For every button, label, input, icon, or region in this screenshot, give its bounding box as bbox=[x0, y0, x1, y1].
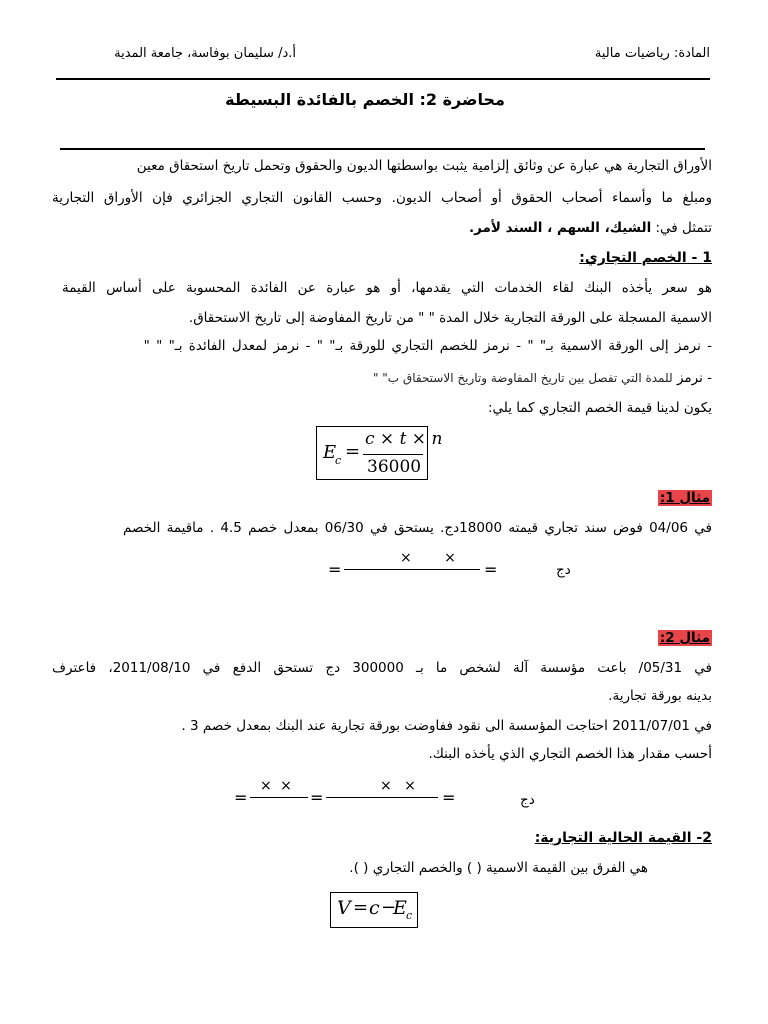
formula-fraction-bar bbox=[363, 454, 423, 455]
formula-denominator: 36000 bbox=[367, 457, 422, 477]
example2-fraction-bar-2 bbox=[326, 797, 438, 798]
pv-formula-minus: − bbox=[381, 897, 397, 918]
formula-lhs: E bbox=[323, 442, 337, 463]
section1-def-1: هو سعر يأخذه البنك لقاء الخدمات التي يقدمها، أو هو عبارة عن الفائدة المحسوبة على أساس القيمة bbox=[62, 280, 712, 296]
example2-unit: دج bbox=[520, 792, 535, 808]
section1-formula-intro: يكون لدينا قيمة الخصم التجاري كما يلي: bbox=[487, 400, 712, 416]
example2-calc bbox=[230, 778, 550, 818]
pv-formula-sub: c bbox=[406, 909, 413, 922]
example1-fraction-bar bbox=[344, 569, 480, 570]
title-rule bbox=[60, 148, 705, 150]
example1-calc bbox=[320, 550, 580, 590]
intro-line-1: الأوراق التجارية هي عبارة عن وثائق إلزامية يثبت بواسطتها الديون والحقوق وتحمل تاريخ استحقاق معين bbox=[136, 158, 712, 174]
notation-2-main: - نرمز bbox=[676, 370, 712, 386]
intro-line-2: ومبلغ ما وأسماء أصحاب الحقوق أو أصحاب الديون. وحسب القانون التجاري الجزائري فإن الأوراق التجارية bbox=[52, 190, 712, 206]
example2-para-2: في 2011/07/01 احتاجت المؤسسة الى نقود ففاوضت بورقة تجارية عند البنك بمعدل خصم 3 . bbox=[181, 718, 712, 734]
discount-formula-box bbox=[316, 426, 443, 480]
example2-eq-2: = bbox=[310, 788, 324, 807]
section2-def: هي الفرق بين القيمة الاسمية ( ) والخصم التجاري ( ). bbox=[349, 860, 648, 876]
example2-times-2: × × bbox=[380, 778, 416, 794]
section1-def-2: الاسمية المسجلة على الورقة التجارية خلال المدة " " من تاريخ المفاوضة إلى تاريخ الاستحقاق. bbox=[188, 310, 712, 326]
example2-label bbox=[658, 630, 712, 646]
section1-notation-1: - نرمز إلى الورقة الاسمية بـ" " - نرمز للخصم التجاري للورقة بـ" " - نرمز لمعدل الفائدة بـ" " " bbox=[143, 338, 712, 354]
pv-formula-v: V bbox=[337, 897, 351, 919]
example1-text: في 04/06 فوض سند تجاري قيمته 18000دج. يستحق في 06/30 بمعدل خصم 4.5 . ماقيمة الخصم bbox=[123, 520, 712, 536]
formula-eq: = bbox=[345, 441, 361, 462]
header-author: أ.د/ سليمان بوفاسة، جامعة المدية bbox=[114, 46, 296, 61]
formula-numerator: c × t × n bbox=[365, 429, 443, 449]
example2-para-1b: بدينه بورقة تجارية. bbox=[608, 688, 712, 704]
example1-unit: دج bbox=[556, 562, 571, 578]
notation-2-small: للمدة التي تفصل بين تاريخ المفاوضة وتاريخ الاستحقاق ب" " bbox=[372, 371, 673, 385]
example2-para-1a: في 05/31/ باعت مؤسسة آلة لشخص ما بـ 300000 دج تستحق الدفع في 2011/08/10، فاعترف bbox=[52, 660, 712, 676]
pv-formula-eq: = bbox=[353, 897, 369, 918]
pv-formula-c: c bbox=[369, 897, 380, 919]
example1-times: × × bbox=[400, 550, 456, 566]
intro-line-3-prefix: تتمثل في: bbox=[651, 220, 712, 236]
pv-formula-e: E bbox=[393, 897, 407, 919]
example2-times-1: × × bbox=[260, 778, 292, 794]
page-title: محاضرة 2: الخصم بالفائدة البسيطة bbox=[225, 90, 505, 109]
example2-eq-1: = bbox=[234, 788, 248, 807]
present-value-formula-box bbox=[330, 892, 418, 928]
example2-label-text: مثال 2: bbox=[659, 630, 710, 646]
intro-line-3-bold: الشيك، السهم ، السند لأمر. bbox=[469, 220, 652, 236]
section2-heading: 2- القيمة الحالية التجارية: bbox=[534, 830, 712, 846]
example1-eq-1: = bbox=[328, 560, 342, 579]
example1-label bbox=[658, 490, 712, 506]
example1-eq-2: = bbox=[484, 560, 498, 579]
section1-heading: 1 - الخصم التجاري: bbox=[579, 250, 712, 266]
example2-para-3: أحسب مقدار هذا الخصم التجاري الذي يأخذه البنك. bbox=[428, 746, 712, 762]
formula-lhs-sub: c bbox=[335, 454, 342, 467]
header-rule bbox=[56, 78, 710, 80]
header-subject: المادة: رياضيات مالية bbox=[594, 46, 710, 61]
example2-eq-3: = bbox=[442, 788, 456, 807]
example2-fraction-bar-1 bbox=[250, 797, 308, 798]
section1-notation-2 bbox=[373, 370, 712, 386]
intro-line-3 bbox=[469, 220, 712, 236]
example1-label-text: مثال 1: bbox=[659, 490, 710, 506]
